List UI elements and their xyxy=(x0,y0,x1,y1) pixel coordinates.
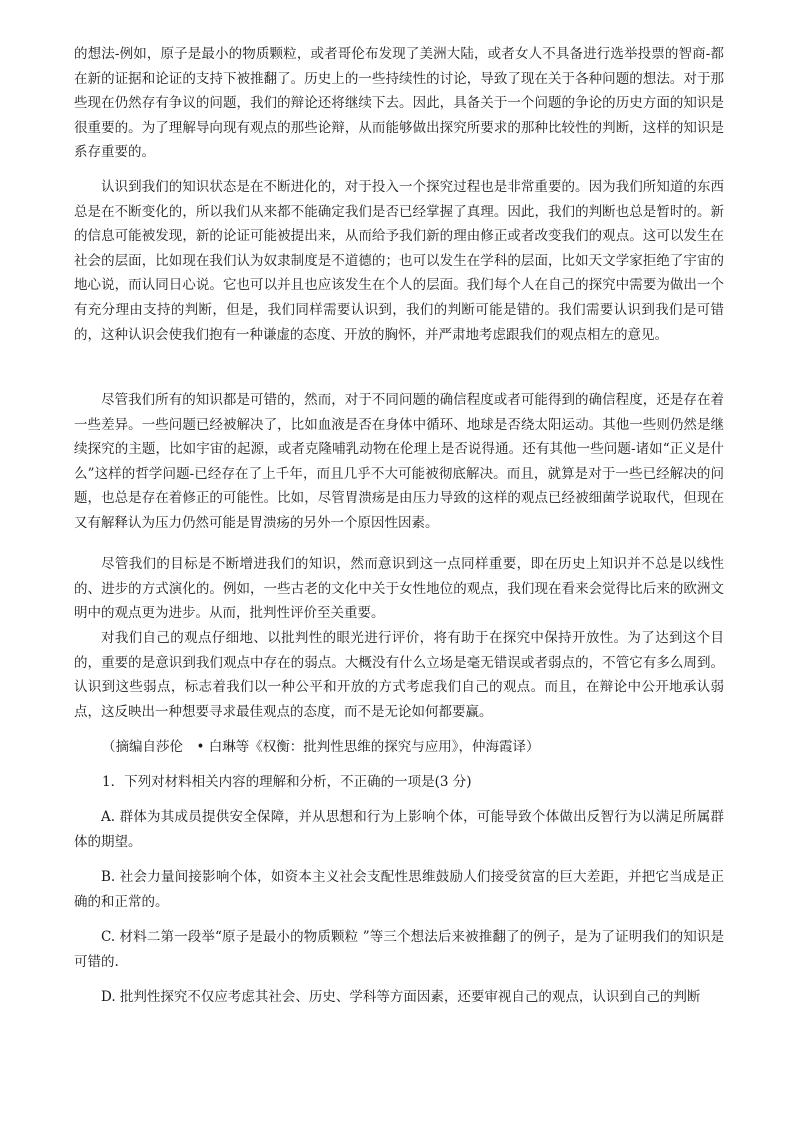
option-d: D. 批判性探究不仅应考虑其社会、历史、学科等方面因素，还要审视自己的观点，认识到自己的判断 xyxy=(101,989,701,1005)
option-b: B. 社会力量间接影响个体，如资本主义社会支配性思维鼓励人们接受贫富的巨大差距，并把它当成是正确的和正常的。 xyxy=(74,869,724,910)
paragraph-1: 的想法-例如，原子是最小的物质颗粒，或者哥伦布发现了美洲大陆，或者女人不具备进行选举投票的智商-都在新的证据和论证的支持下被推翻了。历史上的一些持续性的讨论，导致了现在关于各种问题的想法。对于那些现在仍然存有争议的问题，我们的辩论还将继续下去。因此，具备关于一个问题的争论的历史方面的知识是很重要的。为了理解导向现有观点的那些论辩，从而能够做出探究所要求的那种比较性的判断，这样的知识是系存重要的。 xyxy=(74,46,724,161)
paragraph-2: 认识到我们的知识状态是在不断进化的，对于投入一个探究过程也是非常重要的。因为我们所知道的东西总是在不断变化的，所以我们从来都不能确定我们是否已经掌握了真理。因此，我们的判断也总是暂时的。新的信息可能被发现，新的论证可能被提出来，从而给予我们新的理由修正或者改变我们的观点。这可以发生在社会的层面，比如现在我们认为奴隶制度是不道德的；也可以发生在学科的层面，比如天文学家拒绝了宇宙的地心说，而认同日心说。它也可以并且也应该发生在个人的层面。我们每个人在自己的探究中需要为做出一个有充分理由支持的判断，但是，我们同样需要认识到，我们的判断可能是错的。我们需要认识到我们是可错的，这种认识会使我们抱有一种谦虚的态度、开放的胸怀，并严肃地考虑跟我们的观点相左的意见。 xyxy=(74,179,724,343)
paragraph-5: 对我们自己的观点仔细地、以批判性的眼光进行评价，将有助于在探究中保持开放性。为了达到这个目的，重要的是意识到我们观点中存在的弱点。大概没有什么立场是毫无错误或者弱点的，不管它有多么周到。认识到这些弱点，标志着我们以一种公平和开放的方式考虑我们自己的观点。而且，在辩论中公开地承认弱点，这反映出一种想要寻求最佳观点的态度，而不是无论如何都要赢。 xyxy=(74,630,724,720)
source-citation: （摘编自莎伦 • 白琳等《权衡：批判性思维的探究与应用》，仲海霞译） xyxy=(102,739,540,755)
paragraph-4: 尽管我们的目标是不断增进我们的知识，然而意识到这一点同样重要，即在历史上知识并不总是以线性的、进步的方式演化的。例如，一些古老的文化中关于女性地位的观点，我们现在看来会觉得比后来的欧洲文明中的观点更为进步。从而，批判性评价至关重要。 xyxy=(74,556,724,622)
option-c: C. 材料二第一段举“原子是最小的物质颗粒 ”等三个想法后来被推翻了的例子，是为了证明我们的知识是可错的. xyxy=(74,929,724,970)
paragraph-3: 尽管我们所有的知识都是可错的，然而，对于不同问题的确信程度或者可能得到的确信程度，还是存在着一些差异。一些问题已经被解决了，比如血液是否在身体中循环、地球是否绕太阳运动。其他一些则仍然是继续探究的主题，比如宇宙的起源，或者克隆哺乳动物在伦理上是否说得通。还有其他一些问题-诸如“正义是什么”这样的哲学问题-已经存在了上千年，而且几乎不大可能被彻底解决。而且，就算是对于一些已经解决的问题，也总是存在着修正的可能性。比如，尽管胃溃疡是由压力导致的这样的观点已经被细菌学说取代，但现在又有解释认为压力仍然可能是胃溃疡的另外一个原因性因素。 xyxy=(74,392,724,531)
question-1: 1．下列对材料相关内容的理解和分析，不正确的一项是(3 分) xyxy=(102,774,472,790)
option-a: A. 群体为其成员提供安全保障，并从思想和行为上影响个体，可能导致个体做出反智行为以满足所属群体的期望。 xyxy=(74,809,724,850)
